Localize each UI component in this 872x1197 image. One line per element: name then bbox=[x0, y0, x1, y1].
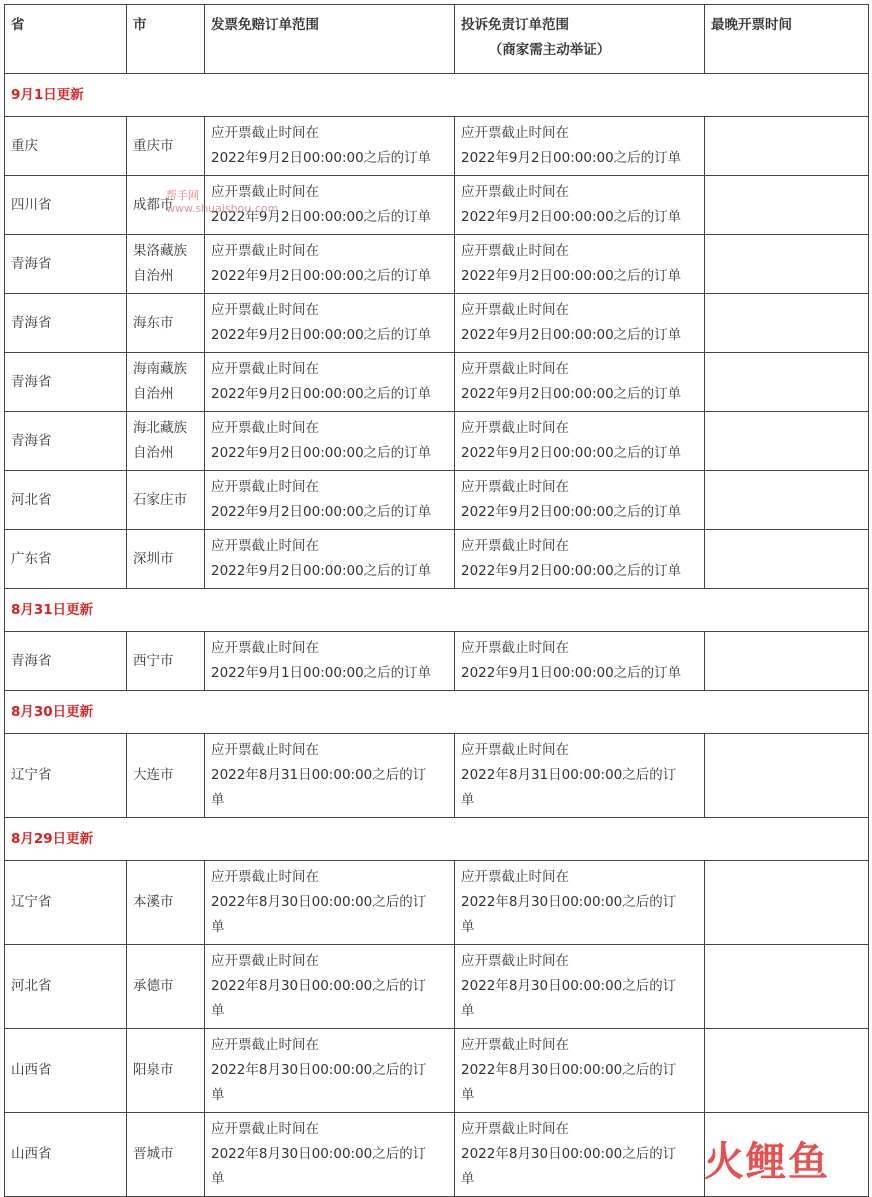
cell-complaint-range-line: 2022年8月30日00:00:00之后的订 bbox=[461, 1062, 677, 1078]
cell-city bbox=[127, 294, 205, 353]
cell-invoice-range-line: 2022年8月30日00:00:00之后的订 bbox=[211, 1146, 427, 1162]
cell-province: 青海省 bbox=[5, 235, 127, 294]
cell-invoice-range-line: 应开票截止时间在 bbox=[211, 1037, 319, 1053]
cell-invoice-range-line: 应开票截止时间在 bbox=[211, 302, 319, 318]
table-row bbox=[5, 294, 869, 353]
cell-invoice-range bbox=[205, 353, 455, 412]
section-row bbox=[5, 691, 869, 734]
cell-latest-time bbox=[705, 530, 869, 589]
header-province: 省 bbox=[5, 5, 127, 74]
cell-city bbox=[127, 353, 205, 412]
table-row bbox=[5, 235, 869, 294]
cell-latest-time bbox=[705, 945, 869, 1029]
cell-invoice-range bbox=[205, 471, 455, 530]
cell-invoice-range-line: 单 bbox=[211, 1003, 225, 1019]
cell-city-line: 本溪市 bbox=[133, 894, 174, 910]
cell-city bbox=[127, 530, 205, 589]
cell-invoice-range-line: 应开票截止时间在 bbox=[211, 479, 319, 495]
cell-complaint-range bbox=[455, 294, 705, 353]
cell-latest-time bbox=[705, 412, 869, 471]
cell-invoice-range bbox=[205, 734, 455, 818]
cell-invoice-range-line: 应开票截止时间在 bbox=[211, 125, 319, 141]
header-complaint-line2: （商家需主动举证） bbox=[488, 42, 611, 58]
cell-complaint-range bbox=[455, 530, 705, 589]
cell-province: 辽宁省 bbox=[5, 861, 127, 945]
cell-invoice-range-line: 应开票截止时间在 bbox=[211, 953, 319, 969]
section-row bbox=[5, 74, 869, 117]
cell-invoice-range-line: 单 bbox=[211, 919, 225, 935]
cell-invoice-range bbox=[205, 632, 455, 691]
cell-invoice-range bbox=[205, 530, 455, 589]
cell-invoice-range bbox=[205, 861, 455, 945]
cell-complaint-range bbox=[455, 471, 705, 530]
cell-invoice-range bbox=[205, 412, 455, 471]
table-header-row bbox=[5, 5, 869, 74]
cell-city bbox=[127, 1029, 205, 1113]
cell-complaint-range-line: 应开票截止时间在 bbox=[461, 538, 569, 554]
cell-complaint-range-line: 应开票截止时间在 bbox=[461, 640, 569, 656]
header-latest-time: 最晚开票时间 bbox=[705, 5, 869, 74]
table-body bbox=[5, 74, 869, 1197]
cell-city-line: 自治州 bbox=[133, 268, 174, 284]
cell-city-line: 承德市 bbox=[133, 978, 174, 994]
cell-complaint-range-line: 应开票截止时间在 bbox=[461, 302, 569, 318]
cell-complaint-range-line: 单 bbox=[461, 1087, 475, 1103]
cell-complaint-range-line: 2022年8月30日00:00:00之后的订 bbox=[461, 1146, 677, 1162]
cell-complaint-range-line: 应开票截止时间在 bbox=[461, 869, 569, 885]
cell-invoice-range-line: 2022年9月2日00:00:00之后的订单 bbox=[211, 445, 432, 461]
cell-city-line: 自治州 bbox=[133, 445, 174, 461]
cell-complaint-range bbox=[455, 945, 705, 1029]
header-complaint-range bbox=[455, 5, 705, 74]
cell-invoice-range-line: 2022年9月2日00:00:00之后的订单 bbox=[211, 563, 432, 579]
cell-complaint-range-line: 2022年9月2日00:00:00之后的订单 bbox=[461, 386, 682, 402]
cell-latest-time bbox=[705, 353, 869, 412]
cell-complaint-range-line: 应开票截止时间在 bbox=[461, 742, 569, 758]
cell-invoice-range-line: 2022年8月31日00:00:00之后的订 bbox=[211, 767, 427, 783]
cell-province: 重庆 bbox=[5, 117, 127, 176]
cell-province: 山西省 bbox=[5, 1113, 127, 1197]
table-row bbox=[5, 632, 869, 691]
cell-city-line: 成都市 bbox=[133, 196, 174, 213]
cell-invoice-range bbox=[205, 235, 455, 294]
cell-city-line: 海南藏族 bbox=[133, 361, 187, 377]
cell-latest-time bbox=[705, 1029, 869, 1113]
cell-invoice-range-line: 应开票截止时间在 bbox=[211, 742, 319, 758]
section-title: 8月30日更新 bbox=[5, 691, 869, 734]
cell-city-line: 自治州 bbox=[133, 386, 174, 402]
cell-invoice-range-line: 单 bbox=[211, 792, 225, 808]
cell-invoice-range-line: 应开票截止时间在 bbox=[211, 538, 319, 554]
cell-complaint-range-line: 2022年9月2日00:00:00之后的订单 bbox=[461, 150, 682, 166]
cell-complaint-range-line: 2022年9月2日00:00:00之后的订单 bbox=[461, 209, 682, 225]
table-row bbox=[5, 353, 869, 412]
watermark-line1: 帮手网 bbox=[166, 189, 199, 202]
cell-latest-time bbox=[705, 861, 869, 945]
cell-complaint-range bbox=[455, 353, 705, 412]
cell-city-line: 深圳市 bbox=[133, 550, 174, 567]
cell-invoice-range-line: 2022年9月2日00:00:00之后的订单 bbox=[211, 150, 432, 166]
cell-complaint-range-line: 应开票截止时间在 bbox=[461, 1121, 569, 1137]
cell-invoice-range bbox=[205, 294, 455, 353]
cell-invoice-range-line: 应开票截止时间在 bbox=[211, 361, 319, 377]
cell-latest-time bbox=[705, 294, 869, 353]
cell-city bbox=[127, 632, 205, 691]
cell-invoice-range bbox=[205, 1113, 455, 1197]
table-row bbox=[5, 945, 869, 1029]
cell-complaint-range-line: 单 bbox=[461, 1171, 475, 1187]
cell-invoice-range-line: 2022年9月1日00:00:00之后的订单 bbox=[211, 665, 432, 681]
cell-province: 河北省 bbox=[5, 945, 127, 1029]
cell-complaint-range-line: 单 bbox=[461, 919, 475, 935]
cell-city bbox=[127, 117, 205, 176]
cell-invoice-range-line: 2022年8月30日00:00:00之后的订 bbox=[211, 1062, 427, 1078]
cell-complaint-range bbox=[455, 1113, 705, 1197]
table-row bbox=[5, 861, 869, 945]
cell-complaint-range bbox=[455, 861, 705, 945]
brand-logo bbox=[704, 1140, 830, 1184]
cell-invoice-range-line: 2022年9月2日00:00:00之后的订单 bbox=[211, 209, 432, 225]
cell-invoice-range-line: 2022年9月2日00:00:00之后的订单 bbox=[211, 504, 432, 520]
cell-invoice-range-line: 单 bbox=[211, 1087, 225, 1103]
cell-complaint-range-line: 应开票截止时间在 bbox=[461, 953, 569, 969]
cell-city-line: 石家庄市 bbox=[133, 491, 187, 508]
cell-province: 广东省 bbox=[5, 530, 127, 589]
cell-invoice-range bbox=[205, 1029, 455, 1113]
cell-invoice-range-line: 2022年9月2日00:00:00之后的订单 bbox=[211, 268, 432, 284]
cell-complaint-range-line: 2022年8月30日00:00:00之后的订 bbox=[461, 894, 677, 910]
cell-complaint-range bbox=[455, 632, 705, 691]
cell-complaint-range bbox=[455, 1029, 705, 1113]
table-row bbox=[5, 176, 869, 235]
cell-invoice-range-line: 应开票截止时间在 bbox=[211, 640, 319, 656]
cell-city-line: 西宁市 bbox=[133, 652, 174, 669]
cell-latest-time bbox=[705, 471, 869, 530]
table-row bbox=[5, 1029, 869, 1113]
cell-invoice-range bbox=[205, 117, 455, 176]
cell-invoice-range-line: 应开票截止时间在 bbox=[211, 869, 319, 885]
cell-complaint-range-line: 2022年8月31日00:00:00之后的订 bbox=[461, 767, 677, 783]
cell-city bbox=[127, 861, 205, 945]
cell-province: 青海省 bbox=[5, 353, 127, 412]
cell-complaint-range-line: 2022年9月2日00:00:00之后的订单 bbox=[461, 327, 682, 343]
watermark-line2: www.shuaishou.com bbox=[166, 202, 279, 215]
cell-latest-time bbox=[705, 734, 869, 818]
cell-complaint-range bbox=[455, 176, 705, 235]
cell-province: 青海省 bbox=[5, 412, 127, 471]
cell-complaint-range bbox=[455, 412, 705, 471]
cell-complaint-range-line: 应开票截止时间在 bbox=[461, 184, 569, 200]
cell-complaint-range-line: 2022年9月1日00:00:00之后的订单 bbox=[461, 665, 682, 681]
cell-complaint-range-line: 2022年9月2日00:00:00之后的订单 bbox=[461, 504, 682, 520]
table-row bbox=[5, 471, 869, 530]
cell-latest-time bbox=[705, 117, 869, 176]
cell-invoice-range-line: 2022年8月30日00:00:00之后的订 bbox=[211, 978, 427, 994]
cell-province: 四川省 bbox=[5, 176, 127, 235]
cell-invoice-range bbox=[205, 945, 455, 1029]
cell-city bbox=[127, 471, 205, 530]
cell-complaint-range bbox=[455, 734, 705, 818]
cell-invoice-range-line: 应开票截止时间在 bbox=[211, 1121, 319, 1137]
cell-complaint-range-line: 应开票截止时间在 bbox=[461, 243, 569, 259]
table-row bbox=[5, 530, 869, 589]
cell-city bbox=[127, 734, 205, 818]
cell-invoice-range-line: 2022年8月30日00:00:00之后的订 bbox=[211, 894, 427, 910]
cell-city-line: 阳泉市 bbox=[133, 1062, 174, 1078]
cell-complaint-range-line: 2022年8月30日00:00:00之后的订 bbox=[461, 978, 677, 994]
cell-province: 辽宁省 bbox=[5, 734, 127, 818]
cell-city bbox=[127, 235, 205, 294]
table-row bbox=[5, 412, 869, 471]
cell-invoice-range-line: 单 bbox=[211, 1171, 225, 1187]
cell-city-line: 海东市 bbox=[133, 314, 174, 331]
section-row bbox=[5, 818, 869, 861]
section-row bbox=[5, 589, 869, 632]
header-city: 市 bbox=[127, 5, 205, 74]
header-complaint-line1: 投诉免责订单范围 bbox=[461, 17, 569, 33]
cell-complaint-range-line: 2022年9月2日00:00:00之后的订单 bbox=[461, 445, 682, 461]
cell-invoice-range-line: 应开票截止时间在 bbox=[211, 184, 319, 200]
cell-city-line: 晋城市 bbox=[133, 1146, 174, 1162]
cell-province: 河北省 bbox=[5, 471, 127, 530]
cell-city-line: 果洛藏族 bbox=[133, 243, 187, 259]
logo-text: 火鲤鱼 bbox=[704, 1139, 830, 1185]
cell-latest-time bbox=[705, 632, 869, 691]
cell-invoice-range-line: 应开票截止时间在 bbox=[211, 243, 319, 259]
cell-latest-time bbox=[705, 235, 869, 294]
cell-city-line: 重庆市 bbox=[133, 137, 174, 154]
cell-complaint-range-line: 单 bbox=[461, 1003, 475, 1019]
cell-latest-time bbox=[705, 176, 869, 235]
cell-invoice-range-line: 2022年9月2日00:00:00之后的订单 bbox=[211, 327, 432, 343]
cell-province: 青海省 bbox=[5, 294, 127, 353]
cell-complaint-range-line: 应开票截止时间在 bbox=[461, 479, 569, 495]
cell-complaint-range bbox=[455, 235, 705, 294]
cell-complaint-range-line: 应开票截止时间在 bbox=[461, 125, 569, 141]
section-title: 8月31日更新 bbox=[5, 589, 869, 632]
cell-invoice-range-line: 应开票截止时间在 bbox=[211, 420, 319, 436]
cell-invoice-range-line: 2022年9月2日00:00:00之后的订单 bbox=[211, 386, 432, 402]
table-row bbox=[5, 734, 869, 818]
cell-complaint-range-line: 单 bbox=[461, 792, 475, 808]
cell-complaint-range-line: 2022年9月2日00:00:00之后的订单 bbox=[461, 268, 682, 284]
cell-city bbox=[127, 945, 205, 1029]
cell-province: 山西省 bbox=[5, 1029, 127, 1113]
cell-city bbox=[127, 412, 205, 471]
cell-complaint-range bbox=[455, 117, 705, 176]
table-row bbox=[5, 117, 869, 176]
cell-city bbox=[127, 1113, 205, 1197]
cell-city-line: 大连市 bbox=[133, 767, 174, 783]
cell-province: 青海省 bbox=[5, 632, 127, 691]
cell-complaint-range-line: 应开票截止时间在 bbox=[461, 361, 569, 377]
watermark bbox=[166, 189, 278, 215]
region-invoice-table bbox=[4, 4, 869, 1197]
cell-city-line: 海北藏族 bbox=[133, 420, 187, 436]
section-title: 9月1日更新 bbox=[5, 74, 869, 117]
cell-complaint-range-line: 应开票截止时间在 bbox=[461, 420, 569, 436]
cell-complaint-range-line: 2022年9月2日00:00:00之后的订单 bbox=[461, 563, 682, 579]
header-invoice-range: 发票免赔订单范围 bbox=[205, 5, 455, 74]
cell-complaint-range-line: 应开票截止时间在 bbox=[461, 1037, 569, 1053]
section-title: 8月29日更新 bbox=[5, 818, 869, 861]
